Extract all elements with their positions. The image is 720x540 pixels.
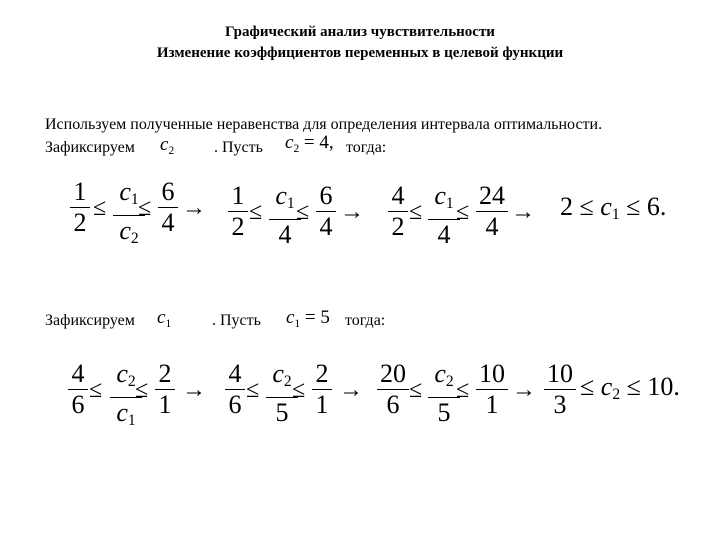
frac-r2-4: 4 6 [225,360,245,419]
frac-r1-6: 6 4 [316,182,336,241]
frac-r1-9: 24 4 [476,182,508,241]
arrow-symbol: → [339,377,363,403]
fix1-mid: . Пусть [214,139,263,156]
le-sign: ≤ [135,377,149,403]
arrow-symbol: → [340,199,364,225]
frac-r1-5: $c_1$ 4 [269,182,301,249]
frac-r2-7: 20 6 [377,360,409,419]
le-sign: ≤ [296,199,310,225]
fix1-prefix: Зафиксируем [45,139,135,156]
le-sign: ≤ [246,377,260,403]
frac-r1-4: 1 2 [228,182,248,241]
frac-r2-9: 10 1 [476,360,508,419]
frac-r1-1: 1 2 [70,178,90,237]
frac-r2-8: $c_2$ 5 [428,360,460,427]
frac-r2-5: $c_2$ 5 [266,360,298,427]
le-sign: ≤ [292,377,306,403]
le-sign: ≤ [249,199,263,225]
fix2-mid: . Пусть [212,312,261,329]
arrow-symbol: → [182,195,206,221]
arrow-symbol: → [182,377,206,403]
le-sign: ≤ [456,199,470,225]
fix2-suffix: тогда: [345,312,386,329]
title-line-2: Изменение коэффициентов переменных в целевой функции [156,45,564,61]
fix1-equation: $c_2 = 4$, [285,132,334,155]
le-sign: ≤ [409,199,423,225]
intro-text: Используем полученные неравенства для определения интервала оптимальности. [45,116,603,133]
title-line-1: Графический анализ чувствительности [225,24,495,40]
result-row1: $2 \le c_1 \le 6$. [560,192,667,223]
arrow-symbol: → [511,199,535,225]
frac-r2-3: 2 1 [155,360,175,419]
frac-r1-2: $c_1$ $c_2$ [113,178,145,253]
fix1-suffix: тогда: [346,139,387,156]
frac-r1-8: $c_1$ 4 [428,182,460,249]
fix2-prefix: Зафиксируем [45,312,135,329]
arrow-symbol: → [512,377,536,403]
fix1-variable: $c_2$ [160,134,175,157]
frac-r2-1: 4 6 [68,360,88,419]
frac-r2-6: 2 1 [312,360,332,419]
frac-r1-3: 6 4 [158,178,178,237]
le-sign: ≤ [456,377,470,403]
le-sign: ≤ [409,377,423,403]
fix2-variable: $c_1$ [157,307,172,330]
result-row2: ≤ $c_2 \le 10$. [580,372,680,403]
frac-r2-2: $c_2$ $c_1$ [110,360,142,435]
fix2-equation: $c_1 = 5$ [286,307,330,330]
le-sign: ≤ [93,195,107,221]
frac-r2-10: 10 3 [544,360,576,419]
frac-r1-7: 4 2 [388,182,408,241]
le-sign: ≤ [138,195,152,221]
le-sign: ≤ [89,377,103,403]
